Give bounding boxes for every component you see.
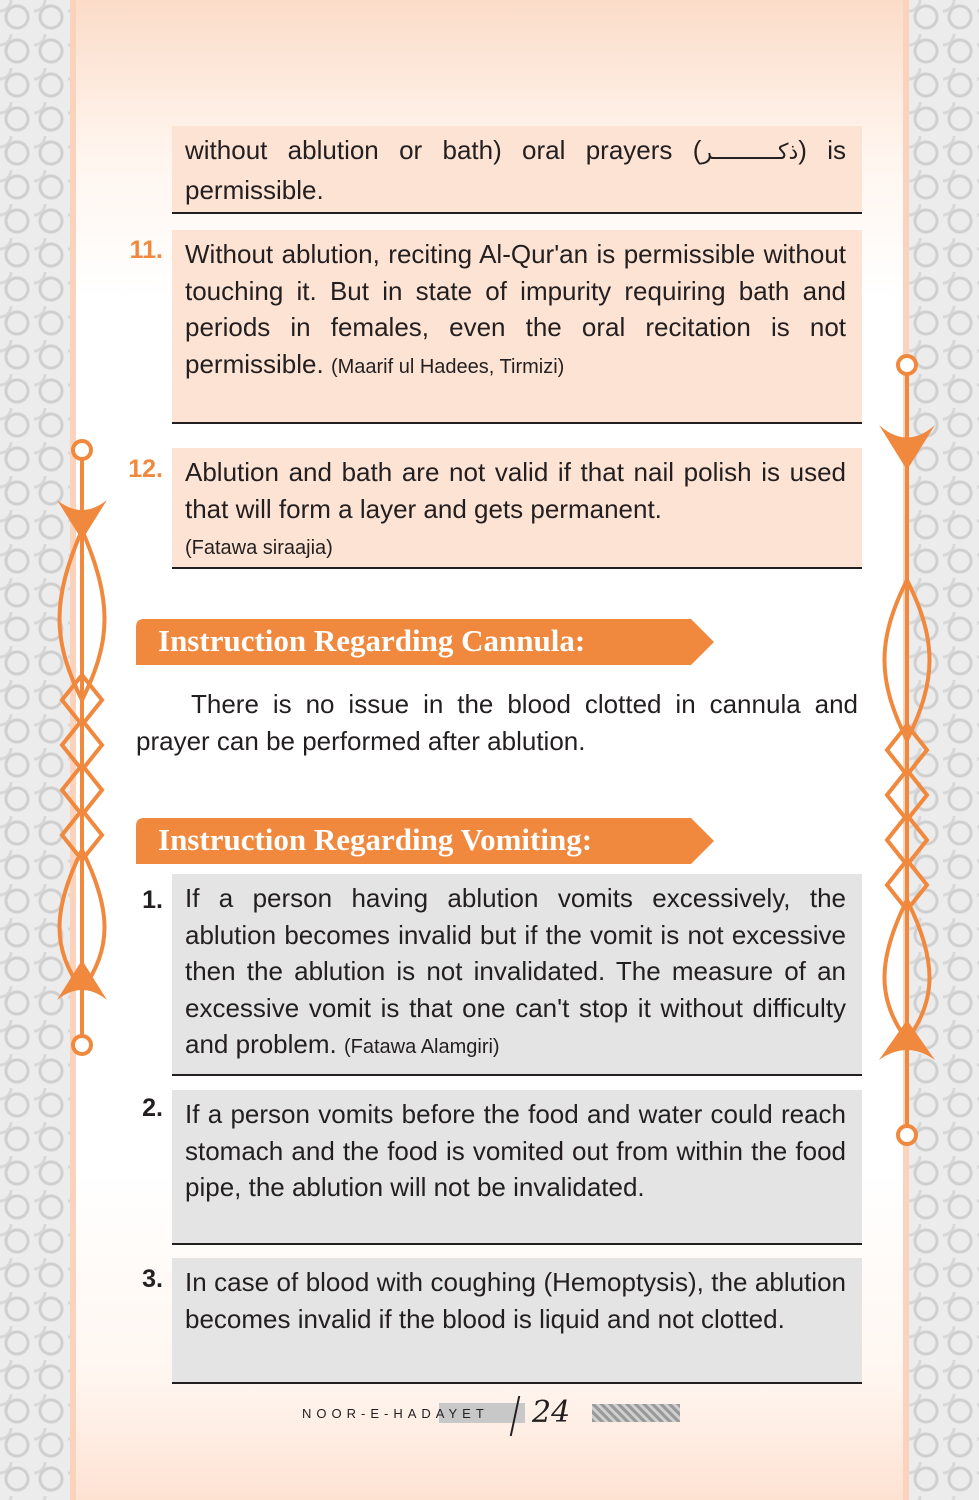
paragraph xyxy=(136,686,858,760)
item-text: In case of blood with coughing (Hemoptysis), the ablution becomes invalid if the blood is liquid and not clotted. xyxy=(185,1267,846,1334)
item-text: If a person vomits before the food and water could reach stomach and the food is vomited out from within the food pipe, the ablution will not be invalidated. xyxy=(185,1099,846,1202)
item-reference: (Fatawa Alamgiri) xyxy=(344,1036,500,1058)
footer-pattern xyxy=(592,1404,680,1422)
list-item xyxy=(172,126,862,214)
arabic-word: ذکــــــــــر xyxy=(701,140,799,165)
item-reference: (Maarif ul Hadees, Tirmizi) xyxy=(330,355,565,378)
list-item xyxy=(172,1258,862,1384)
paragraph-text: There is no issue in the blood clotted in cannula and prayer can be performed after ablution. xyxy=(136,689,858,756)
heading-text: Instruction Regarding Cannula: xyxy=(158,623,586,658)
item-number: 3. xyxy=(142,1265,163,1293)
page-number: 24 xyxy=(532,1395,571,1430)
page-footer xyxy=(300,1395,690,1432)
item-text: If a person having ablution vomits excessively, the ablution becomes invalid but if the vomit is not excessive then the ablution is not invalidated. The measure of an excessive vomit is that one can't stop it without difficulty and problem. xyxy=(185,883,846,1059)
item-text: Ablution and bath are not valid if that nail polish is used that will form a layer and gets permanent. xyxy=(185,457,846,524)
list-item xyxy=(172,1090,862,1245)
item-number: 1. xyxy=(142,886,163,914)
item-number: 11. xyxy=(129,236,163,264)
item-number: 12. xyxy=(128,455,163,483)
right-vine-ornament xyxy=(877,0,937,1500)
item-number: 2. xyxy=(142,1094,163,1122)
item-text: without ablution or bath) oral prayers ( xyxy=(185,135,702,165)
item-text: Without ablution, reciting Al-Qur'an is permissible without touching it. But in state of impurity requiring bath and periods in females, even the oral recitation is not permissible. xyxy=(185,239,846,379)
item-reference: (Fatawa siraajia) xyxy=(185,537,333,559)
list-item xyxy=(172,230,862,424)
item-text: ) is permissible. xyxy=(185,135,846,205)
list-item xyxy=(172,874,862,1076)
footer-brand: NOOR-E-HADAYET xyxy=(302,1406,489,1421)
list-item xyxy=(172,448,862,569)
heading-text: Instruction Regarding Vomiting: xyxy=(158,822,593,857)
left-vine-ornament xyxy=(52,0,112,1500)
